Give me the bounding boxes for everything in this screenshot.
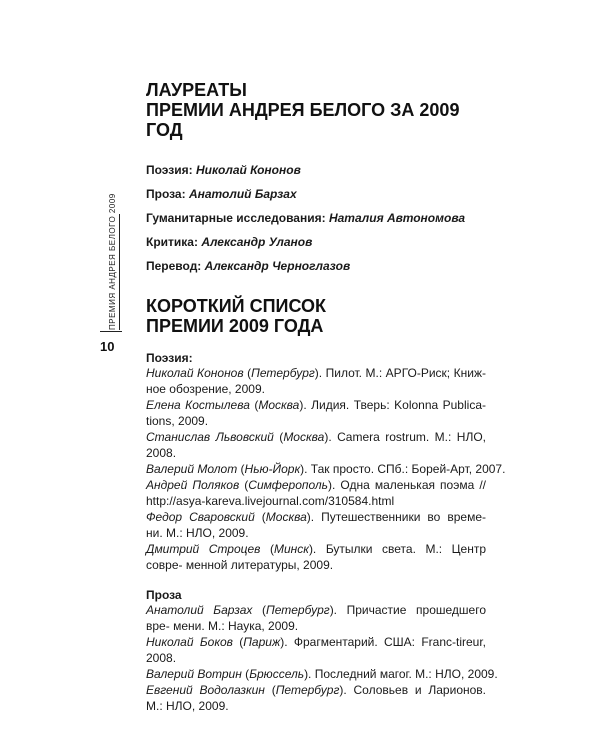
laureates-heading-line1: ЛАУРЕАТЫ (146, 80, 247, 100)
laureate-criticism (146, 235, 486, 250)
entry-city: Петербург (275, 683, 340, 697)
entry-city: Брюссель (249, 667, 305, 681)
entry-text: Одна маленькая поэма // (340, 478, 486, 492)
laureate-poetry (146, 163, 486, 178)
entry-paren-close: ). (299, 398, 312, 412)
shortlist-heading (146, 296, 486, 336)
shortlist-entry (146, 602, 486, 634)
entry-author: Станислав Львовский (146, 430, 274, 444)
shortlist-entry (146, 634, 486, 666)
entry-paren-close: ). (304, 667, 315, 681)
entry-text-cont: мени. М.: Наука, 2009. (173, 619, 299, 633)
running-head-rule (119, 214, 120, 330)
entry-text: Пилот. М.: АРГО-Риск; Книж- (325, 366, 486, 380)
entry-text: Причастие прошедшего вре- (146, 603, 486, 633)
entry-paren-open: ( (264, 683, 276, 697)
shortlist-heading-line2: ПРЕМИИ 2009 ГОДА (146, 316, 324, 336)
laureates-heading (146, 80, 486, 140)
laureate-category: Гуманитарные исследования: (146, 211, 326, 225)
entry-city: Москва (258, 398, 300, 412)
entry-paren-open: ( (241, 667, 250, 681)
entry-paren-close: ). (300, 462, 311, 476)
entry-line (146, 667, 498, 681)
entry-text-cont: 2008. (146, 446, 177, 460)
laureate-category: Перевод: (146, 259, 202, 273)
page-number-rule (100, 331, 122, 332)
entry-paren-open: ( (243, 366, 252, 380)
entry-paren-open: ( (239, 478, 249, 492)
laureates-heading-line2: ПРЕМИИ АНДРЕЯ БЕЛОГО ЗА 2009 ГОД (146, 100, 460, 140)
entry-text-cont: ни. М.: НЛО, 2009. (146, 526, 249, 540)
entry-paren-open: ( (249, 398, 259, 412)
laureate-category: Критика: (146, 235, 198, 249)
shortlist-entry (146, 461, 506, 477)
entry-paren-open: ( (237, 462, 245, 476)
laureate-name: Александр Уланов (201, 235, 313, 249)
entry-text-cont: ное обозрение, 2009. (146, 382, 265, 396)
shortlist-entry (146, 509, 486, 541)
entry-author: Федор Сваровский (146, 510, 255, 524)
running-head: ПРЕМИЯ АНДРЕЯ БЕЛОГО 2009 (108, 193, 117, 330)
laureate-category: Проза: (146, 187, 186, 201)
entry-author: Валерий Молот (146, 462, 238, 476)
laureate-name: Александр Черноглазов (204, 259, 351, 273)
entry-paren-close: ). (328, 478, 341, 492)
laureate-name: Анатолий Барзах (188, 187, 297, 201)
shortlist-entry (146, 682, 486, 714)
entry-city: Париж (243, 635, 281, 649)
entry-text: Последний магог. М.: НЛО, 2009. (314, 667, 498, 681)
entry-paren-close: ). (306, 510, 322, 524)
entry-author: Дмитрий Строцев (146, 542, 261, 556)
entry-text: Лидия. Тверь: Kolonna Publica- (311, 398, 486, 412)
entry-city: Петербург (251, 366, 315, 380)
shortlist-prose-section (146, 588, 498, 714)
entry-paren-open: ( (273, 430, 284, 444)
laureate-name: Николай Кононов (195, 163, 301, 177)
entry-paren-close: ). (308, 542, 326, 556)
entry-text: Фрагментарий. США: Franc-tireur, (293, 635, 486, 649)
entry-city: Москва (265, 510, 307, 524)
shortlist-poetry-section (146, 351, 506, 573)
laureate-category: Поэзия: (146, 163, 193, 177)
laureate-humanities (146, 211, 486, 226)
entry-author: Андрей Поляков (146, 478, 240, 492)
entry-city: Нью-Йорк (244, 462, 301, 476)
entry-author: Валерий Вотрин (146, 667, 242, 681)
entry-city: Москва (283, 430, 325, 444)
shortlist-entry (146, 429, 486, 461)
entry-text-cont: 2008. (146, 651, 177, 665)
entry-paren-close: ). (280, 635, 294, 649)
entry-text: Соловьев и Ларионов. (353, 683, 486, 697)
laureate-translation (146, 259, 486, 274)
entry-paren-open: ( (232, 635, 244, 649)
entry-city: Симферополь (248, 478, 328, 492)
shortlist-entry (146, 477, 486, 509)
shortlist-heading-line1: КОРОТКИЙ СПИСОК (146, 296, 327, 316)
entry-paren-open: ( (252, 603, 267, 617)
laureate-prose (146, 187, 486, 202)
entry-paren-close: ). (324, 430, 338, 444)
entry-url: http://asya-kareva.livejournal.com/310584.html (146, 494, 395, 508)
shortlist-entry (146, 666, 498, 682)
page-number: 10 (100, 339, 115, 354)
shortlist-entry (146, 541, 486, 573)
entry-text: Бутылки света. М.: Центр совре- (146, 542, 486, 572)
entry-line (146, 462, 505, 476)
entry-author: Николай Кононов (146, 366, 244, 380)
entry-author: Евгений Водолазкин (146, 683, 265, 697)
prose-section-heading: Проза (146, 588, 182, 602)
entry-author: Елена Костылева (146, 398, 250, 412)
entry-city: Петербург (266, 603, 330, 617)
entry-author: Николай Боков (146, 635, 233, 649)
shortlist-entry (146, 397, 486, 429)
entry-paren-close: ). (314, 366, 326, 380)
entry-city: Минск (273, 542, 309, 556)
entry-text-cont: менной литературы, 2009. (185, 558, 334, 572)
poetry-section-heading: Поэзия: (146, 351, 193, 365)
shortlist-entry (146, 365, 486, 397)
entry-text: Camera rostrum. М.: НЛО, (337, 430, 486, 444)
entry-paren-open: ( (254, 510, 266, 524)
entry-text-cont: tions, 2009. (146, 414, 209, 428)
page-content (146, 80, 506, 714)
entry-text-cont: М.: НЛО, 2009. (146, 699, 229, 713)
laureate-name: Наталия Автономова (328, 211, 466, 225)
entry-author: Анатолий Барзах (146, 603, 253, 617)
laureates-list (146, 163, 486, 274)
entry-paren-close: ). (329, 603, 347, 617)
entry-paren-close: ). (339, 683, 354, 697)
entry-text: Путешественники во време- (321, 510, 486, 524)
entry-text: Так просто. СПб.: Борей-Арт, 2007. (310, 462, 506, 476)
entry-paren-open: ( (260, 542, 274, 556)
